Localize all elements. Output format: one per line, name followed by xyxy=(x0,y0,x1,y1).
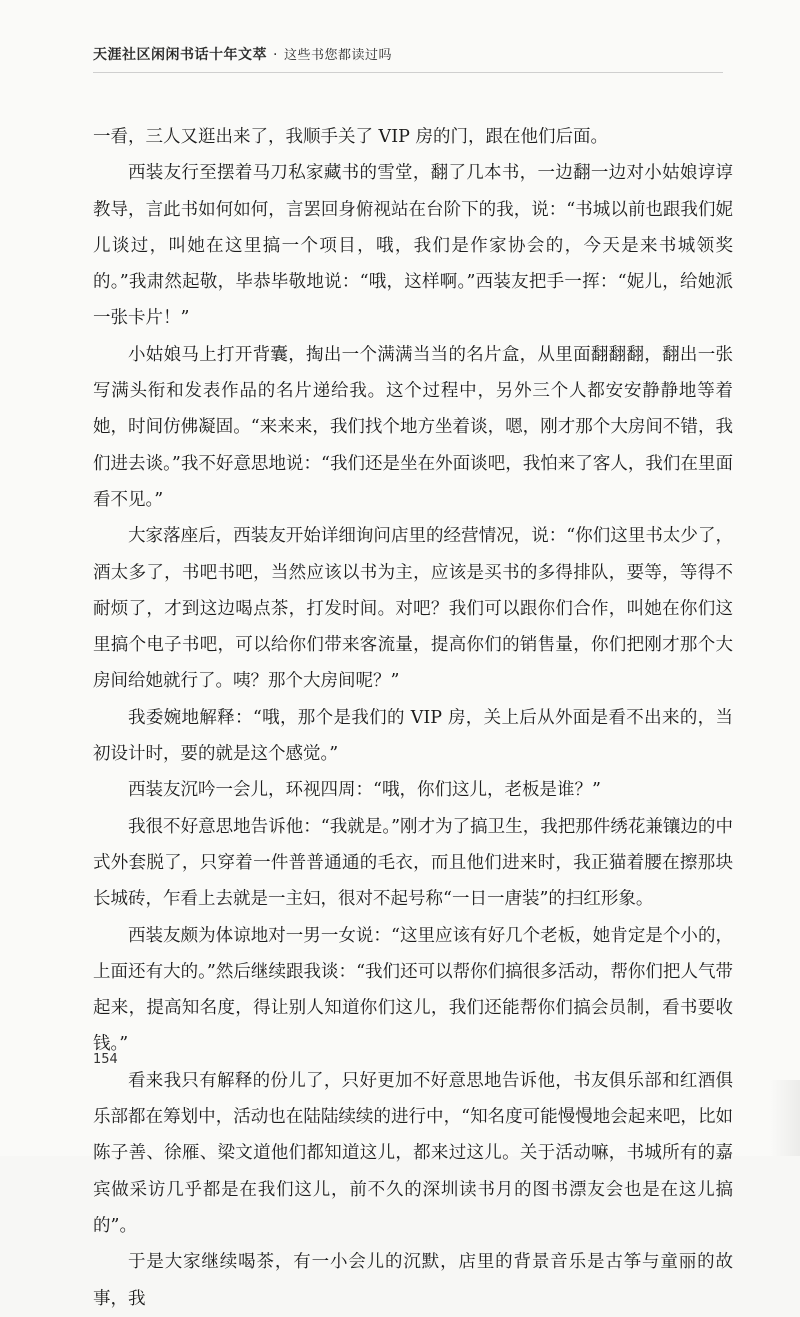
paragraph: 小姑娘马上打开背囊，掏出一个满满当当的名片盒，从里面翻翻翻，翻出一张写满头衔和发表作品的名片递给我。这个过程中，另外三个人都安安静静地等着她，时间仿佛凝固。“来来来，我们找个地方坐着谈，嗯，刚才那个大房间不错，我们进去谈。”我不好意思地说：“我们还是坐在外面谈吧，我怕来了客人，我们在里面看不见。” xyxy=(93,344,733,510)
paragraph: 我委婉地解释：“哦，那个是我们的 VIP 房，关上后从外面是看不出来的，当初设计时，要的就是这个感觉。” xyxy=(93,707,733,765)
paragraph: 西装友行至摆着马刀私家藏书的雪堂，翻了几本书，一边翻一边对小姑娘谆谆教导，言此书如何如何，言罢回身俯视站在台阶下的我，说：“书城以前也跟我们妮儿谈过，叫她在这里搞一个项目，哦，我们是作家协会的，今天是来书城领奖的。”我肃然起敬，毕恭毕敬地说：“哦，这样啊。”西装友把手一挥：“妮儿，给她派一张卡片！” xyxy=(93,163,733,329)
paragraph: 一看，三人又逛出来了，我顺手关了 VIP 房的门，跟在他们后面。 xyxy=(93,127,608,147)
body-text xyxy=(93,119,733,1317)
paragraph: 西装友颇为体谅地对一男一女说：“这里应该有好几个老板，她肯定是个小的，上面还有大的。”然后继续跟我谈：“我们还可以帮你们搞很多活动，帮你们把人气带起来，提高知名度，得让别人知道你们这儿，我们还能帮你们搞会员制，看书要收钱。” xyxy=(93,925,733,1055)
section-title: 这些书您都读过吗 xyxy=(283,48,392,63)
paragraph: 我很不好意思地告诉他：“我就是。”刚才为了搞卫生，我把那件绣花兼镶边的中式外套脱了，只穿着一件普普通通的毛衣，而且他们进来时，我正猫着腰在擦那块长城砖，乍看上去就是一主妇，很对不起号称“一日一唐装”的扫红形象。 xyxy=(93,816,733,910)
book-title: 天涯社区闲闲书话十年文萃 xyxy=(93,47,267,63)
paragraph: 于是大家继续喝茶，有一小会儿的沉默，店里的背景音乐是古筝与童丽的故事，我 xyxy=(93,1252,733,1309)
paragraph: 看来我只有解释的份儿了，只好更加不好意思地告诉他，书友俱乐部和红酒俱乐部都在筹划中，活动也在陆陆续续的进行中，“知名度可能慢慢地会起来吧，比如陈子善、徐雁、梁文道他们都知道这儿，都来过这儿。关于活动嘛，书城所有的嘉宾做采访几乎都是在我们这儿，前不久的深圳读书月的图书漂友会也是在这儿搞的”。 xyxy=(93,1070,733,1236)
scan-edge-shadow xyxy=(770,1080,800,1156)
paragraph: 西装友沉吟一会儿，环视四周：“哦，你们这儿，老板是谁？” xyxy=(128,780,601,801)
header-separator: · xyxy=(273,47,278,63)
header-rule xyxy=(93,72,723,73)
running-header xyxy=(93,44,392,64)
page-number: 154 xyxy=(93,1052,118,1067)
paragraph: 大家落座后，西装友开始详细询问店里的经营情况，说：“你们这里书太少了，酒太多了，书吧书吧，当然应该以书为主，应该是买书的多得排队，要等，等得不耐烦了，才到这边喝点茶，打发时间。对吧？我们可以跟你们合作，叫她在你们这里搞个电子书吧，可以给你们带来客流量，提高你们的销售量，你们把刚才那个大房间给她就行了。咦？那个大房间呢？” xyxy=(93,526,733,692)
